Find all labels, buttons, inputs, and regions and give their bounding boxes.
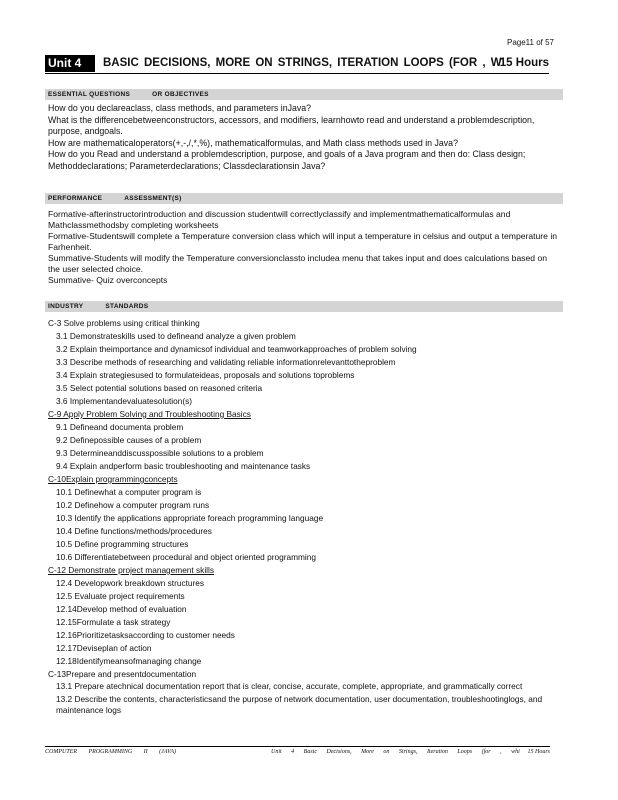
standard-heading: C-12 Demonstrate project management skills <box>48 565 215 575</box>
question-line: How do you Read and understand a problemdescription, purpose, and goals of a Java program and then do: Class design; Methoddeclarations; Parameterdeclarations; Classdeclarationsin Java? <box>48 149 526 171</box>
footer-hours: 15 Hours <box>527 749 550 755</box>
standard-item: 12.15Formulate a task strategy <box>56 617 171 627</box>
standard-item: 13.1 Prepare atechnical documentation report that is clear, concise, accurate, complete, appropriate, and grammatically correct <box>56 681 523 691</box>
standard-item: 12.4 Developwork breakdown structures <box>56 578 205 588</box>
page-footer <box>45 746 550 757</box>
standard-item: 3.1 Demonstrateskills used to defineand analyze a given problem <box>56 331 296 341</box>
standard-item: 10.6 Differentiatebetween procedural and object oriented programming <box>56 552 316 562</box>
standard-item: 3.2 Explain theimportance and dynamicsof individual and teamworkapproaches of problem solving <box>56 344 417 354</box>
standard-item: 12.14Develop method of evaluation <box>56 604 187 614</box>
performance-assessment-heading: PERFORMANCE ASSESSMENT(S) <box>45 193 563 204</box>
standard-item: 3.6 Implementandevaluatesolution(s) <box>56 396 193 406</box>
standard-heading: C-10Explain programmingconcepts <box>48 474 178 484</box>
standard-item: 9.2 Definepossible causes of a problem <box>56 435 202 445</box>
question-line: How do you declareaclass, class methods, and parameters inJava? <box>48 103 312 113</box>
performance-assessment-text <box>48 209 558 286</box>
standard-heading: C-3 Solve problems using critical thinking <box>48 318 200 328</box>
standard-item: 13.2 Describe the contents, characteristicsand the purpose of network documentation, user documentation, troubleshootinglogs, and maintenance logs <box>56 694 543 715</box>
assessment-line: Formative-afterinstructorintroduction and discussion studentwill correctlyclassify and implementmathematicalformulas and Mathclassmethodsby completing worksheets <box>48 209 511 230</box>
standard-item: 10.5 Define programming structures <box>56 539 189 549</box>
question-line: What is the differencebetweenconstructors, accessors, and modifiers, learnhowto read and understand a problemdescription, purpose, andgoals. <box>48 114 535 136</box>
footer-course: COMPUTER PROGRAMMING II (JAVA) <box>45 749 177 755</box>
unit-header <box>45 55 549 72</box>
assessment-line: Formative-Studentswill complete a Temperature conversion class which will input a temperature in celsius and output a temperature in Farhenheit. <box>48 231 558 252</box>
standard-item: 3.5 Select potential solutions based on reasoned criteria <box>56 383 263 393</box>
page-number: Page11 of 57 <box>507 38 555 47</box>
standard-item: 12.17Deviseplan of action <box>56 643 152 653</box>
essential-questions-text <box>48 103 558 172</box>
assessment-line: Summative- Quiz overconcepts <box>48 275 168 285</box>
unit-title: BASIC DECISIONS, MORE ON STRINGS, ITERATION LOOPS (FOR , W <box>103 57 502 69</box>
unit-hours: 15 Hours <box>499 57 549 69</box>
unit-label: Unit 4 <box>45 55 95 72</box>
unit-divider <box>45 73 549 74</box>
standard-item: 9.4 Explain andperform basic troubleshooting and maintenance tasks <box>56 461 311 471</box>
industry-standards-heading: INDUSTRY STANDARDS <box>45 301 563 312</box>
standard-item: 3.3 Describe methods of researching and validating reliable informationrelevanttotheproblem <box>56 357 396 367</box>
industry-standards-list <box>48 317 563 718</box>
standard-item: 9.1 Defineand documenta problem <box>56 422 184 432</box>
standard-item: 3.4 Explain strategiesused to formulateideas, proposals and solutions toproblems <box>56 370 355 380</box>
assessment-line: Summative-Students will modify the Temperature conversionclassto includea menu that takes input and does calculations based on the user selected choice. <box>48 253 548 274</box>
footer-unit: Unit 4 Basic Decisions, More on Strings, Iteration Loops (for , whi <box>271 749 520 755</box>
standard-item: 12.16Prioritizetasksaccording to customer needs <box>56 630 235 640</box>
standard-item: 12.18Identifymeansofmanaging change <box>56 656 202 666</box>
question-line: How are mathematicaloperators(+,-,/,*,%), mathematicalformulas, and Math class methods used in Java? <box>48 137 458 148</box>
standard-heading: C-13Prepare and presentdocumentation <box>48 669 197 679</box>
standard-item: 10.3 Identify the applications appropriate foreach programming language <box>56 513 324 523</box>
standard-item: 10.2 Definehow a computer program runs <box>56 500 210 510</box>
standard-heading: C-9 Apply Problem Solving and Troubleshooting Basics <box>48 409 251 419</box>
essential-questions-heading: ESSENTIAL QUESTIONS OR OBJECTIVES <box>45 89 563 100</box>
standard-item: 9.3 Determineanddiscusspossible solutions to a problem <box>56 448 264 458</box>
standard-item: 10.1 Definewhat a computer program is <box>56 487 202 497</box>
standard-item: 10.4 Define functions/methods/procedures <box>56 526 212 536</box>
standard-item: 12.5 Evaluate project requirements <box>56 591 185 601</box>
